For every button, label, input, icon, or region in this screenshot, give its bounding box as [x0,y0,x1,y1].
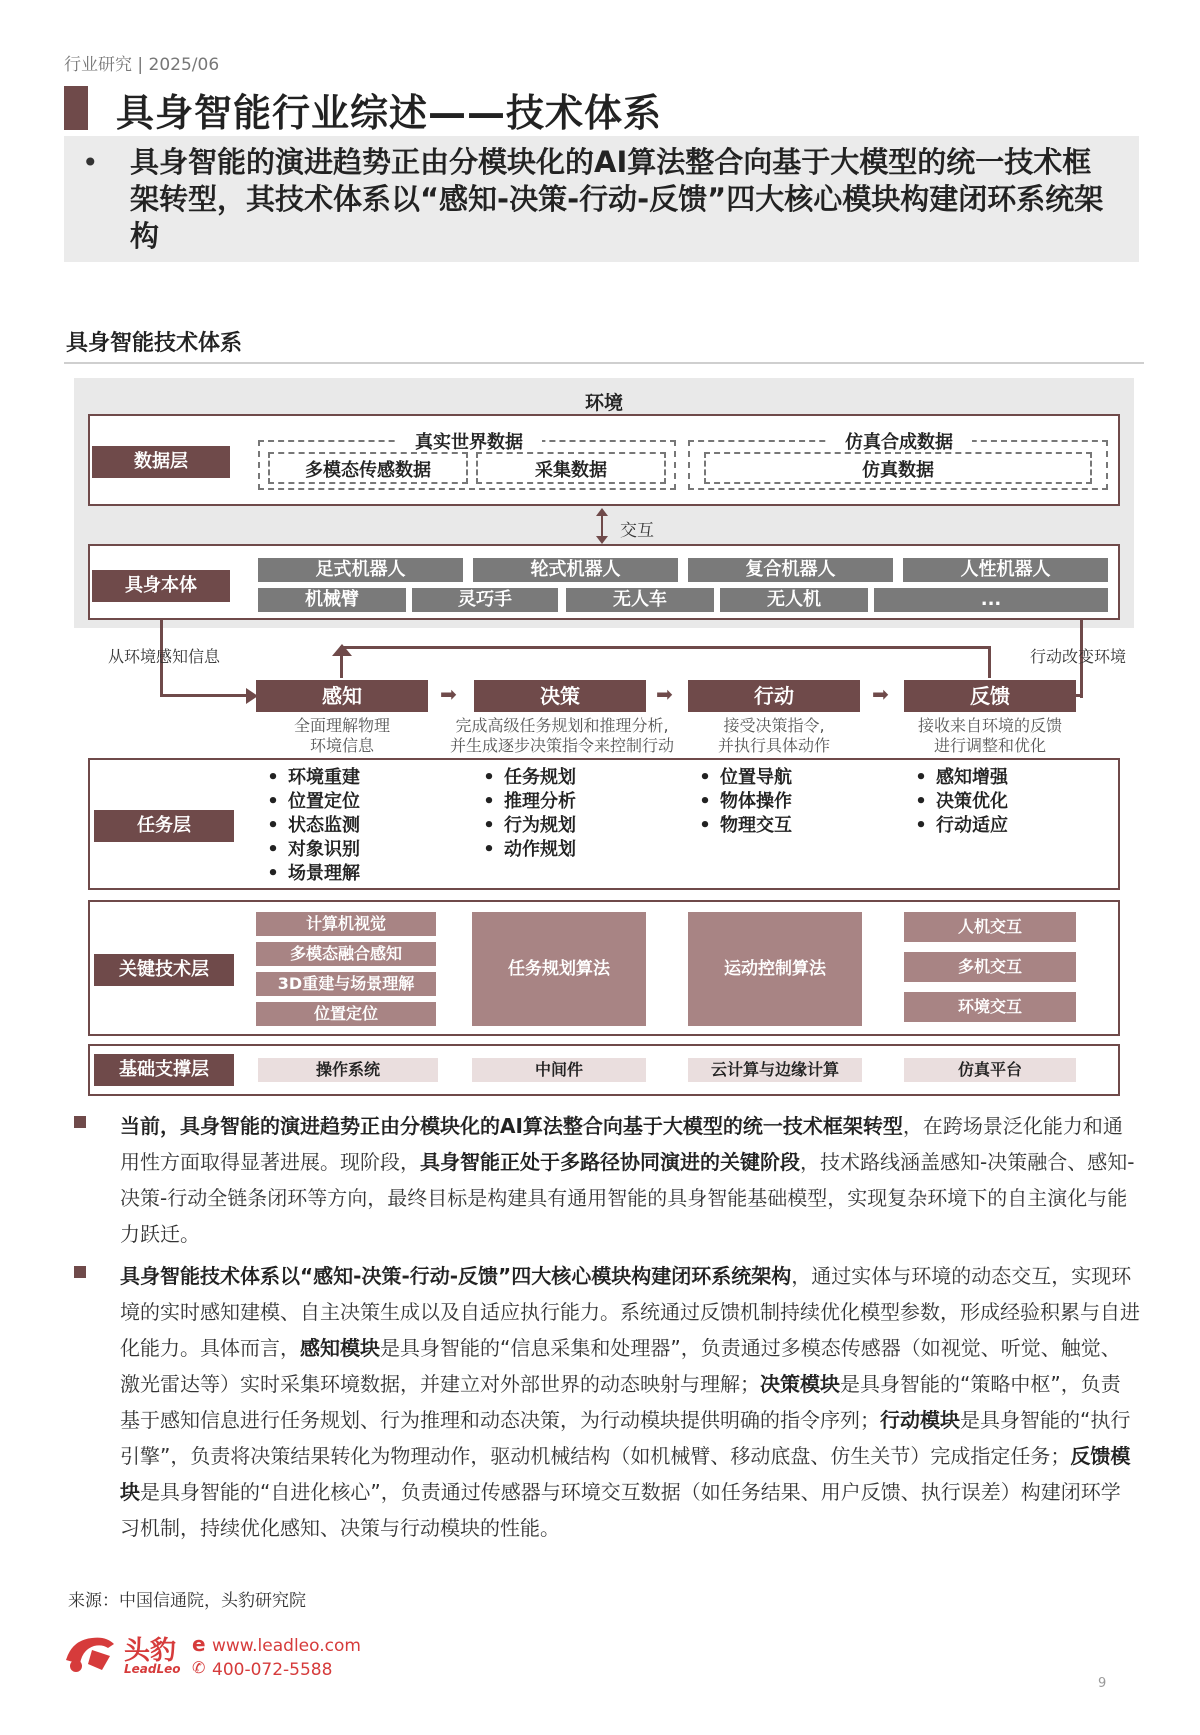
tech-item: 环境交互 [904,992,1076,1022]
list-item: • 推理分析 [483,791,576,812]
left-note: 从环境感知信息 [108,647,221,666]
module-desc [672,716,876,756]
flow-arrow-icon: ➡ [656,682,673,706]
arrow-up-icon [332,644,352,658]
report-tag: 行业研究 | 2025/06 [64,55,220,75]
feedback-loop-line [340,646,990,649]
synthetic-label: 仿真合成数据 [826,428,972,452]
tech-control-algorithm: 运动控制算法 [688,912,862,1026]
tech-planning-algorithm: 任务规划算法 [472,912,646,1026]
module-desc-line: 并生成逐步决策指令来控制行动 [449,736,674,755]
body-item: 无人机 [720,588,868,612]
flow-arrow-icon: ➡ [440,682,457,706]
flow-arrow-icon: ➡ [872,682,889,706]
data-layer-label: 数据层 [92,446,230,478]
list-item: • 位置导航 [699,767,792,788]
module-desc-line: 接收来自环境的反馈 [917,716,1062,735]
list-item: • 行动适应 [915,815,1008,836]
tech-item: 3D重建与场景理解 [256,972,436,996]
tech-item: 多机交互 [904,952,1076,982]
tech-item: 位置定位 [256,1002,436,1026]
bullet-dot: • [82,146,99,179]
list-item: • 场景理解 [267,863,360,884]
interaction-label: 交互 [620,521,654,541]
sim-label: 仿真数据 [706,456,1090,480]
footer-phone: 400-072-5588 [212,1660,333,1680]
collected-label: 采集数据 [478,456,664,480]
module-desc-line: 接受决策指令, [723,716,825,735]
list-item: • 物理交互 [699,815,792,836]
paragraph-marker [74,1116,86,1128]
title-accent-bar [64,86,88,130]
tech-item: 计算机视觉 [256,912,436,936]
base-item: 仿真平台 [904,1058,1076,1082]
body-item: 灵巧手 [412,588,558,612]
list-item: • 环境重建 [267,767,360,788]
module-desc [888,716,1092,756]
figure-divider [64,362,1144,364]
module-perception: 感知 [256,680,428,712]
base-layer-label: 基础支撑层 [94,1054,234,1086]
list-item: • 任务规划 [483,767,576,788]
left-connector-h [160,694,250,697]
paragraph-2: 具身智能技术体系以“感知-决策-行动-反馈”四大核心模块构建闭环系统架构，通过实体与环境的动态交互，实现环境的实时感知建模、自主决策生成以及自适应执行能力。系统通过反馈机制持续优化模型参数，形成经验积累与自进化能力。具体而言，感知模块是具身智能的“信息采集和处理器”，负责通过多模态传感器（如视觉、听觉、触觉、激光雷达等）实时采集环境数据，并建立对外部世界的动态映射与理解；决策模块是具身智能的“策略中枢”，负责基于感知信息进行任务规划、行为推理和动态决策，为行动模块提供明确的指令序列；行动模块是具身智能的“执行引擎”，负责将决策结果转化为物理动作，驱动机械结构（如机械臂、移动底盘、仿生关节）完成指定任务；反馈模块是具身智能的“自进化核心”，负责通过传感器与环境交互数据（如任务结果、用户反馈、执行误差）构建闭环学习机制，持续优化感知、决策与行动模块的性能。 [70,1258,1140,1546]
right-note: 行动改变环境 [1030,647,1127,666]
brand-name-en: LeadLeo [124,1662,181,1676]
body-item: 轮式机器人 [473,558,678,582]
module-desc-line: 并执行具体动作 [717,736,830,755]
list-item: • 动作规划 [483,839,576,860]
base-item: 中间件 [472,1058,646,1082]
tech-item: 多模态融合感知 [256,942,436,966]
list-item: • 行为规划 [483,815,576,836]
tech-item: 人机交互 [904,912,1076,942]
base-item: 操作系统 [258,1058,438,1082]
module-desc-line: 全面理解物理 [293,716,390,735]
source-note: 来源：中国信通院，头豹研究院 [68,1591,306,1611]
body-item: 足式机器人 [258,558,463,582]
task-list-decision [474,766,576,862]
tech-layer-label: 关键技术层 [94,954,234,986]
module-feedback: 反馈 [904,680,1076,712]
feedback-loop-down [988,646,991,678]
module-action: 行动 [688,680,860,712]
list-item: • 状态监测 [267,815,360,836]
module-desc-line: 环境信息 [309,736,374,755]
environment-label: 环境 [584,392,623,414]
interaction-arrow-icon [592,506,612,546]
module-decision: 决策 [474,680,646,712]
multimodal-label: 多模态传感数据 [270,456,466,480]
module-desc-line: 完成高级任务规划和推理分析, [455,716,669,735]
brand-name: 头豹 [124,1636,177,1666]
list-item: • 对象识别 [267,839,360,860]
summary-text: 具身智能的演进趋势正由分模块化的AI算法整合向基于大模型的统一技术框架转型，其技术体系以“感知-决策-行动-反馈”四大核心模块构建闭环系统架构 [130,145,1104,253]
body-item: 机械臂 [258,588,406,612]
module-desc [430,716,694,756]
base-item: 云计算与边缘计算 [688,1058,862,1082]
module-desc [240,716,444,756]
summary-box [64,136,1139,262]
task-list-perception [258,766,360,886]
paragraph-1: 当前，具身智能的演进趋势正由分模块化的AI算法整合向基于大模型的统一技术框架转型，在跨场景泛化能力和通用性方面取得显著进展。现阶段，具身智能正处于多路径协同演进的关键阶段，技术路线涵盖感知-决策融合、感知-决策-行动全链条闭环等方向，最终目标是构建具有通用智能的具身智能基础模型，实现复杂环境下的自主演化与能力跃迁。 [70,1108,1140,1252]
body-item: 复合机器人 [688,558,893,582]
paragraph-marker [74,1266,86,1278]
footer-url[interactable]: www.leadleo.com [212,1636,361,1656]
task-layer-label: 任务层 [94,810,234,842]
list-item: • 物体操作 [699,791,792,812]
leopard-logo-icon [62,1630,116,1674]
page-title: 具身智能行业综述——技术体系 [116,91,663,135]
list-item: • 位置定位 [267,791,360,812]
real-world-label: 真实世界数据 [396,428,542,452]
web-icon: e [192,1632,206,1656]
body-layer-label: 具身本体 [92,570,230,602]
body-item: ... [874,588,1108,612]
page-number: 9 [1098,1676,1107,1691]
module-desc-line: 进行调整和优化 [933,736,1046,755]
task-list-feedback [906,766,1008,838]
list-item: • 感知增强 [915,767,1008,788]
figure-title: 具身智能技术体系 [66,331,243,356]
body-item: 人性机器人 [903,558,1108,582]
task-list-action [690,766,792,838]
body-item: 无人车 [566,588,714,612]
list-item: • 决策优化 [915,791,1008,812]
phone-icon: ✆ [192,1658,206,1677]
